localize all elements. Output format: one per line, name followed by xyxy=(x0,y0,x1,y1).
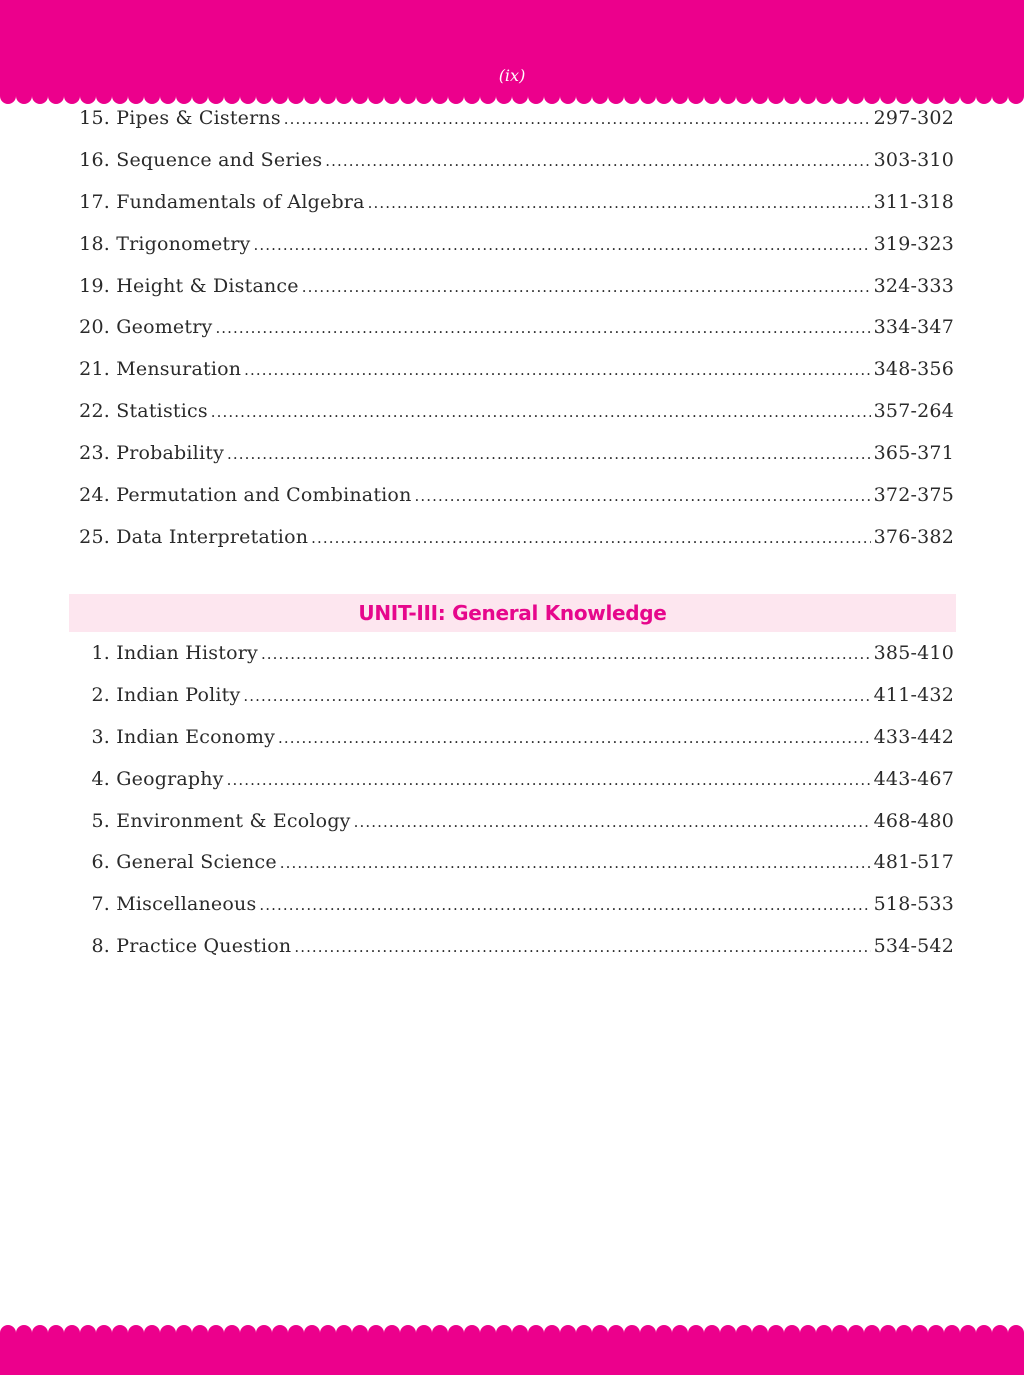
toc-entry-number: 4. xyxy=(91,767,110,790)
toc-entry-number: 19. xyxy=(79,274,110,297)
toc-entry-pages: 348-356 xyxy=(873,358,954,381)
footer-band xyxy=(0,1325,1024,1375)
toc-entry-title: Environment & Ecology xyxy=(116,809,351,832)
toc-entry-title: Indian History xyxy=(116,642,258,664)
toc-entry-pages: 534-542 xyxy=(873,935,954,958)
toc-entry-title: Miscellaneous xyxy=(116,893,257,916)
header-band xyxy=(0,0,1024,104)
toc-dot-leader xyxy=(227,442,871,464)
toc-entry-title: Pipes & Cisterns xyxy=(116,107,281,129)
toc-entry-title: Height & Distance xyxy=(116,274,299,297)
toc-entry-pages: 468-480 xyxy=(873,809,954,832)
toc-entry-title: Indian Economy xyxy=(116,725,276,748)
toc-entry-title: Practice Question xyxy=(116,935,292,958)
toc-dot-leader xyxy=(280,851,871,873)
toc-entry-pages: 297-302 xyxy=(873,107,954,129)
toc-entry-pages: 319-323 xyxy=(873,232,954,255)
toc-dot-leader xyxy=(259,893,870,915)
toc-entry-number: 23. xyxy=(79,442,110,465)
toc-entry-pages: 481-517 xyxy=(873,851,954,874)
toc-entry-number: 6. xyxy=(91,851,110,874)
toc-dot-leader xyxy=(284,107,871,129)
toc-entry xyxy=(70,107,954,149)
toc-entry-number: 1. xyxy=(91,642,110,664)
toc-entry-number: 22. xyxy=(79,400,110,423)
toc-entry xyxy=(70,149,954,191)
toc-entry-number: 25. xyxy=(79,525,110,548)
toc-entry-pages: 324-333 xyxy=(873,274,954,297)
toc-dot-leader xyxy=(415,484,871,506)
toc-entry-pages: 443-467 xyxy=(873,767,954,790)
toc-entry xyxy=(70,935,954,977)
toc-entry xyxy=(70,400,954,442)
toc-entry-number: 18. xyxy=(79,232,110,255)
toc-entry xyxy=(70,810,954,852)
unit-title: UNIT-III: General Knowledge xyxy=(358,601,667,625)
toc-entry-number: 21. xyxy=(79,358,110,381)
toc-entry-pages: 376-382 xyxy=(873,525,954,548)
toc-dot-leader xyxy=(215,316,870,338)
toc-entry-number: 5. xyxy=(91,809,110,832)
band-shape xyxy=(0,1325,1024,1375)
toc-dot-leader xyxy=(243,684,870,706)
toc-dot-leader xyxy=(325,149,870,171)
toc-entry xyxy=(70,642,954,684)
toc-entry-title: Sequence and Series xyxy=(116,148,323,171)
toc-entry-title: Statistics xyxy=(116,400,208,423)
toc-entry-pages: 385-410 xyxy=(873,642,954,664)
toc-entry-number: 8. xyxy=(91,935,110,958)
band-shape xyxy=(0,0,1024,104)
toc-entry-title: Trigonometry xyxy=(116,232,251,255)
toc-entry xyxy=(70,442,954,484)
toc-list-quantitative xyxy=(70,107,954,568)
toc-dot-leader xyxy=(368,191,871,213)
toc-dot-leader xyxy=(253,233,870,255)
toc-entry-title: Indian Polity xyxy=(116,683,241,706)
toc-entry-pages: 433-442 xyxy=(873,725,954,748)
toc-entry-number: 17. xyxy=(79,190,110,213)
toc-entry xyxy=(70,526,954,568)
toc-entry-pages: 311-318 xyxy=(873,190,954,213)
footer-wave-decoration xyxy=(0,1325,1024,1375)
toc-entry-title: Geography xyxy=(116,767,224,790)
unit-heading-bar xyxy=(69,594,956,632)
toc-entry xyxy=(70,191,954,233)
toc-entry-number: 7. xyxy=(91,893,110,916)
toc-dot-leader xyxy=(244,358,870,380)
toc-entry-title: Geometry xyxy=(116,316,213,339)
toc-entry-pages: 365-371 xyxy=(873,442,954,465)
toc-dot-leader xyxy=(261,642,871,664)
toc-entry-pages: 303-310 xyxy=(873,148,954,171)
toc-entry-title: Data Interpretation xyxy=(116,525,309,548)
toc-entry xyxy=(70,851,954,893)
toc-entry xyxy=(70,684,954,726)
toc-entry xyxy=(70,358,954,400)
toc-entry xyxy=(70,316,954,358)
toc-entry xyxy=(70,726,954,768)
toc-dot-leader xyxy=(294,935,870,957)
toc-entry-title: Mensuration xyxy=(116,358,242,381)
toc-dot-leader xyxy=(311,526,870,548)
toc-list-general-knowledge xyxy=(70,642,954,977)
toc-entry xyxy=(70,275,954,317)
toc-entry-pages: 411-432 xyxy=(873,683,954,706)
toc-entry-number: 15. xyxy=(79,107,110,129)
toc-entry-title: Permutation and Combination xyxy=(116,484,412,507)
toc-entry-number: 24. xyxy=(79,484,110,507)
toc-dot-leader xyxy=(302,275,871,297)
toc-entry-title: Probability xyxy=(116,442,225,465)
page-number: (ix) xyxy=(498,66,526,85)
toc-entry-number: 20. xyxy=(79,316,110,339)
toc-entry xyxy=(70,233,954,275)
toc-dot-leader xyxy=(211,400,871,422)
toc-entry-number: 2. xyxy=(91,683,110,706)
toc-entry-number: 3. xyxy=(91,725,110,748)
header-wave-decoration xyxy=(0,0,1024,104)
toc-dot-leader xyxy=(227,768,871,790)
toc-dot-leader xyxy=(278,726,871,748)
toc-entry xyxy=(70,893,954,935)
toc-entry xyxy=(70,484,954,526)
toc-entry-pages: 334-347 xyxy=(873,316,954,339)
toc-entry-title: Fundamentals of Algebra xyxy=(116,190,365,213)
toc-entry-title: General Science xyxy=(116,851,277,874)
toc-entry xyxy=(70,768,954,810)
toc-entry-pages: 357-264 xyxy=(873,400,954,423)
toc-entry-number: 16. xyxy=(79,148,110,171)
toc-entry-pages: 518-533 xyxy=(873,893,954,916)
toc-entry-pages: 372-375 xyxy=(873,484,954,507)
toc-dot-leader xyxy=(354,810,871,832)
